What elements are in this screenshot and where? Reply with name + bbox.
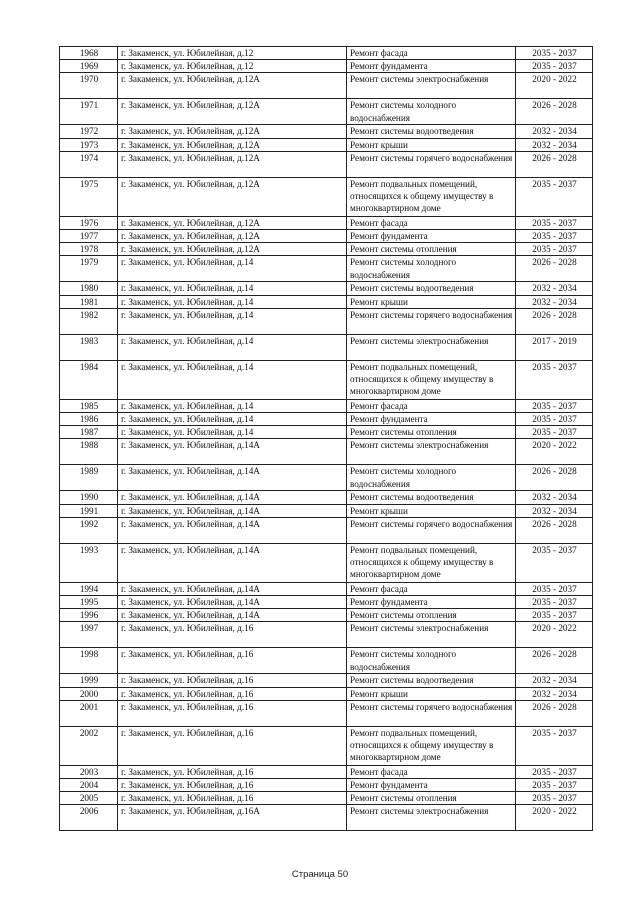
- row-number: 1983: [60, 334, 118, 360]
- work-type-cell: Ремонт подвальных помещений, относящихся к общему имуществу в многоквартирном доме: [347, 360, 516, 399]
- table-row: [60, 99, 593, 125]
- work-type-cell: Ремонт фасада: [347, 765, 516, 778]
- address-cell: г. Закаменск, ул. Юбилейная, д.12А: [118, 151, 347, 177]
- address-cell: г. Закаменск, ул. Юбилейная, д.12А: [118, 230, 347, 243]
- row-number: 1974: [60, 151, 118, 177]
- work-type-cell: Ремонт фасада: [347, 47, 516, 60]
- address-cell: г. Закаменск, ул. Юбилейная, д.16: [118, 700, 347, 726]
- row-number: 1997: [60, 622, 118, 648]
- row-number: 2004: [60, 779, 118, 792]
- work-type-cell: Ремонт системы отопления: [347, 792, 516, 805]
- table-row: [60, 779, 593, 792]
- row-number: 2006: [60, 805, 118, 831]
- row-number: 1969: [60, 60, 118, 73]
- address-cell: г. Закаменск, ул. Юбилейная, д.14А: [118, 596, 347, 609]
- work-type-cell: Ремонт системы водоотведения: [347, 125, 516, 138]
- table-row: [60, 426, 593, 439]
- table-row: [60, 138, 593, 151]
- work-type-cell: Ремонт крыши: [347, 504, 516, 517]
- table-row: [60, 765, 593, 778]
- work-type-cell: Ремонт крыши: [347, 138, 516, 151]
- table-row: [60, 582, 593, 595]
- row-number: 1986: [60, 413, 118, 426]
- row-number: 1996: [60, 609, 118, 622]
- table-row: [60, 125, 593, 138]
- work-type-cell: Ремонт системы электроснабжения: [347, 73, 516, 99]
- address-cell: г. Закаменск, ул. Юбилейная, д.14А: [118, 439, 347, 465]
- period-cell: 2035 - 2037: [516, 360, 593, 399]
- row-number: 1972: [60, 125, 118, 138]
- period-cell: 2026 - 2028: [516, 99, 593, 125]
- table-row: [60, 805, 593, 831]
- row-number: 1980: [60, 282, 118, 295]
- work-type-cell: Ремонт фундамента: [347, 413, 516, 426]
- table-row: [60, 151, 593, 177]
- table-row: [60, 504, 593, 517]
- period-cell: 2035 - 2037: [516, 609, 593, 622]
- address-cell: г. Закаменск, ул. Юбилейная, д.12А: [118, 125, 347, 138]
- row-number: 1988: [60, 439, 118, 465]
- period-cell: 2026 - 2028: [516, 308, 593, 334]
- address-cell: г. Закаменск, ул. Юбилейная, д.14: [118, 360, 347, 399]
- row-number: 1989: [60, 465, 118, 491]
- period-cell: 2020 - 2022: [516, 73, 593, 99]
- table-row: [60, 622, 593, 648]
- period-cell: 2035 - 2037: [516, 543, 593, 582]
- address-cell: г. Закаменск, ул. Юбилейная, д.14А: [118, 582, 347, 595]
- period-cell: 2032 - 2034: [516, 687, 593, 700]
- address-cell: г. Закаменск, ул. Юбилейная, д.12А: [118, 73, 347, 99]
- address-cell: г. Закаменск, ул. Юбилейная, д.14: [118, 295, 347, 308]
- address-cell: г. Закаменск, ул. Юбилейная, д.12А: [118, 177, 347, 216]
- work-type-cell: Ремонт системы электроснабжения: [347, 439, 516, 465]
- work-type-cell: Ремонт подвальных помещений, относящихся к общему имуществу в многоквартирном доме: [347, 177, 516, 216]
- period-cell: 2035 - 2037: [516, 792, 593, 805]
- work-type-cell: Ремонт системы водоотведения: [347, 491, 516, 504]
- work-type-cell: Ремонт фундамента: [347, 230, 516, 243]
- work-type-cell: Ремонт системы отопления: [347, 426, 516, 439]
- row-number: 1998: [60, 648, 118, 674]
- work-type-cell: Ремонт системы водоотведения: [347, 282, 516, 295]
- address-cell: г. Закаменск, ул. Юбилейная, д.14: [118, 426, 347, 439]
- period-cell: 2026 - 2028: [516, 648, 593, 674]
- row-number: 1987: [60, 426, 118, 439]
- address-cell: г. Закаменск, ул. Юбилейная, д.16: [118, 674, 347, 687]
- address-cell: г. Закаменск, ул. Юбилейная, д.12А: [118, 138, 347, 151]
- period-cell: 2035 - 2037: [516, 230, 593, 243]
- repair-schedule-table: [59, 46, 593, 831]
- address-cell: г. Закаменск, ул. Юбилейная, д.14А: [118, 609, 347, 622]
- address-cell: г. Закаменск, ул. Юбилейная, д.12А: [118, 216, 347, 229]
- work-type-cell: Ремонт системы холодного водоснабжения: [347, 256, 516, 282]
- address-cell: г. Закаменск, ул. Юбилейная, д.14А: [118, 465, 347, 491]
- address-cell: г. Закаменск, ул. Юбилейная, д.14А: [118, 543, 347, 582]
- address-cell: г. Закаменск, ул. Юбилейная, д.14А: [118, 517, 347, 543]
- work-type-cell: Ремонт подвальных помещений, относящихся к общему имуществу в многоквартирном доме: [347, 726, 516, 765]
- address-cell: г. Закаменск, ул. Юбилейная, д.14: [118, 334, 347, 360]
- address-cell: г. Закаменск, ул. Юбилейная, д.16: [118, 779, 347, 792]
- row-number: 1977: [60, 230, 118, 243]
- row-number: 1970: [60, 73, 118, 99]
- address-cell: г. Закаменск, ул. Юбилейная, д.16: [118, 726, 347, 765]
- period-cell: 2035 - 2037: [516, 243, 593, 256]
- table-row: [60, 256, 593, 282]
- work-type-cell: Ремонт системы горячего водоснабжения: [347, 308, 516, 334]
- table-row: [60, 439, 593, 465]
- row-number: 2000: [60, 687, 118, 700]
- work-type-cell: Ремонт системы горячего водоснабжения: [347, 517, 516, 543]
- period-cell: 2032 - 2034: [516, 295, 593, 308]
- table-row: [60, 648, 593, 674]
- table-row: [60, 360, 593, 399]
- address-cell: г. Закаменск, ул. Юбилейная, д.14: [118, 256, 347, 282]
- period-cell: 2035 - 2037: [516, 779, 593, 792]
- row-number: 1999: [60, 674, 118, 687]
- period-cell: 2032 - 2034: [516, 504, 593, 517]
- address-cell: г. Закаменск, ул. Юбилейная, д.14: [118, 399, 347, 412]
- row-number: 1973: [60, 138, 118, 151]
- work-type-cell: Ремонт подвальных помещений, относящихся к общему имуществу в многоквартирном доме: [347, 543, 516, 582]
- work-type-cell: Ремонт системы горячего водоснабжения: [347, 151, 516, 177]
- work-type-cell: Ремонт системы отопления: [347, 243, 516, 256]
- address-cell: г. Закаменск, ул. Юбилейная, д.16: [118, 648, 347, 674]
- address-cell: г. Закаменск, ул. Юбилейная, д.14: [118, 308, 347, 334]
- row-number: 1990: [60, 491, 118, 504]
- period-cell: 2035 - 2037: [516, 582, 593, 595]
- period-cell: 2032 - 2034: [516, 125, 593, 138]
- row-number: 1982: [60, 308, 118, 334]
- period-cell: 2026 - 2028: [516, 517, 593, 543]
- row-number: 2001: [60, 700, 118, 726]
- row-number: 1994: [60, 582, 118, 595]
- address-cell: г. Закаменск, ул. Юбилейная, д.14: [118, 282, 347, 295]
- work-type-cell: Ремонт фундамента: [347, 60, 516, 73]
- address-cell: г. Закаменск, ул. Юбилейная, д.14А: [118, 504, 347, 517]
- work-type-cell: Ремонт системы водоотведения: [347, 674, 516, 687]
- table-row: [60, 674, 593, 687]
- work-type-cell: Ремонт системы электроснабжения: [347, 622, 516, 648]
- row-number: 1995: [60, 596, 118, 609]
- period-cell: 2032 - 2034: [516, 138, 593, 151]
- period-cell: 2020 - 2022: [516, 439, 593, 465]
- work-type-cell: Ремонт фасада: [347, 216, 516, 229]
- table-row: [60, 700, 593, 726]
- row-number: 1981: [60, 295, 118, 308]
- work-type-cell: Ремонт фасада: [347, 399, 516, 412]
- period-cell: 2035 - 2037: [516, 765, 593, 778]
- row-number: 1975: [60, 177, 118, 216]
- work-type-cell: Ремонт крыши: [347, 687, 516, 700]
- period-cell: 2035 - 2037: [516, 47, 593, 60]
- row-number: 1971: [60, 99, 118, 125]
- address-cell: г. Закаменск, ул. Юбилейная, д.12: [118, 60, 347, 73]
- period-cell: 2026 - 2028: [516, 700, 593, 726]
- table-body: [60, 47, 593, 831]
- work-type-cell: Ремонт системы холодного водоснабжения: [347, 99, 516, 125]
- period-cell: 2032 - 2034: [516, 282, 593, 295]
- address-cell: г. Закаменск, ул. Юбилейная, д.16: [118, 622, 347, 648]
- row-number: 1979: [60, 256, 118, 282]
- work-type-cell: Ремонт крыши: [347, 295, 516, 308]
- row-number: 1991: [60, 504, 118, 517]
- address-cell: г. Закаменск, ул. Юбилейная, д.14: [118, 413, 347, 426]
- table-row: [60, 543, 593, 582]
- row-number: 1985: [60, 399, 118, 412]
- period-cell: 2026 - 2028: [516, 151, 593, 177]
- period-cell: 2035 - 2037: [516, 726, 593, 765]
- table-row: [60, 596, 593, 609]
- table-row: [60, 726, 593, 765]
- address-cell: г. Закаменск, ул. Юбилейная, д.12А: [118, 243, 347, 256]
- work-type-cell: Ремонт фундамента: [347, 596, 516, 609]
- period-cell: 2032 - 2034: [516, 491, 593, 504]
- period-cell: 2020 - 2022: [516, 805, 593, 831]
- period-cell: 2032 - 2034: [516, 674, 593, 687]
- work-type-cell: Ремонт системы холодного водоснабжения: [347, 648, 516, 674]
- address-cell: г. Закаменск, ул. Юбилейная, д.14А: [118, 491, 347, 504]
- table-row: [60, 73, 593, 99]
- table-row: [60, 792, 593, 805]
- period-cell: 2035 - 2037: [516, 177, 593, 216]
- row-number: 2005: [60, 792, 118, 805]
- table-row: [60, 517, 593, 543]
- work-type-cell: Ремонт фундамента: [347, 779, 516, 792]
- table-row: [60, 687, 593, 700]
- row-number: 1968: [60, 47, 118, 60]
- address-cell: г. Закаменск, ул. Юбилейная, д.16А: [118, 805, 347, 831]
- row-number: 1976: [60, 216, 118, 229]
- table-row: [60, 60, 593, 73]
- work-type-cell: Ремонт системы холодного водоснабжения: [347, 465, 516, 491]
- address-cell: г. Закаменск, ул. Юбилейная, д.16: [118, 687, 347, 700]
- row-number: 2002: [60, 726, 118, 765]
- table-row: [60, 177, 593, 216]
- work-type-cell: Ремонт системы отопления: [347, 609, 516, 622]
- work-type-cell: Ремонт системы горячего водоснабжения: [347, 700, 516, 726]
- row-number: 1992: [60, 517, 118, 543]
- row-number: 2003: [60, 765, 118, 778]
- period-cell: 2020 - 2022: [516, 622, 593, 648]
- period-cell: 2035 - 2037: [516, 426, 593, 439]
- work-type-cell: Ремонт системы электроснабжения: [347, 805, 516, 831]
- address-cell: г. Закаменск, ул. Юбилейная, д.16: [118, 792, 347, 805]
- table-row: [60, 47, 593, 60]
- period-cell: 2035 - 2037: [516, 596, 593, 609]
- period-cell: 2035 - 2037: [516, 216, 593, 229]
- table-row: [60, 334, 593, 360]
- table-row: [60, 230, 593, 243]
- table-row: [60, 282, 593, 295]
- address-cell: г. Закаменск, ул. Юбилейная, д.12А: [118, 99, 347, 125]
- table-row: [60, 465, 593, 491]
- table-row: [60, 609, 593, 622]
- work-type-cell: Ремонт системы электроснабжения: [347, 334, 516, 360]
- period-cell: 2026 - 2028: [516, 256, 593, 282]
- table-row: [60, 216, 593, 229]
- table-row: [60, 399, 593, 412]
- table-row: [60, 243, 593, 256]
- period-cell: 2035 - 2037: [516, 399, 593, 412]
- period-cell: 2035 - 2037: [516, 413, 593, 426]
- period-cell: 2017 - 2019: [516, 334, 593, 360]
- period-cell: 2026 - 2028: [516, 465, 593, 491]
- row-number: 1978: [60, 243, 118, 256]
- table-row: [60, 308, 593, 334]
- work-type-cell: Ремонт фасада: [347, 582, 516, 595]
- period-cell: 2035 - 2037: [516, 60, 593, 73]
- table-row: [60, 413, 593, 426]
- address-cell: г. Закаменск, ул. Юбилейная, д.16: [118, 765, 347, 778]
- table-row: [60, 295, 593, 308]
- row-number: 1984: [60, 360, 118, 399]
- table-row: [60, 491, 593, 504]
- address-cell: г. Закаменск, ул. Юбилейная, д.12: [118, 47, 347, 60]
- row-number: 1993: [60, 543, 118, 582]
- page-number: Страница 50: [291, 869, 349, 880]
